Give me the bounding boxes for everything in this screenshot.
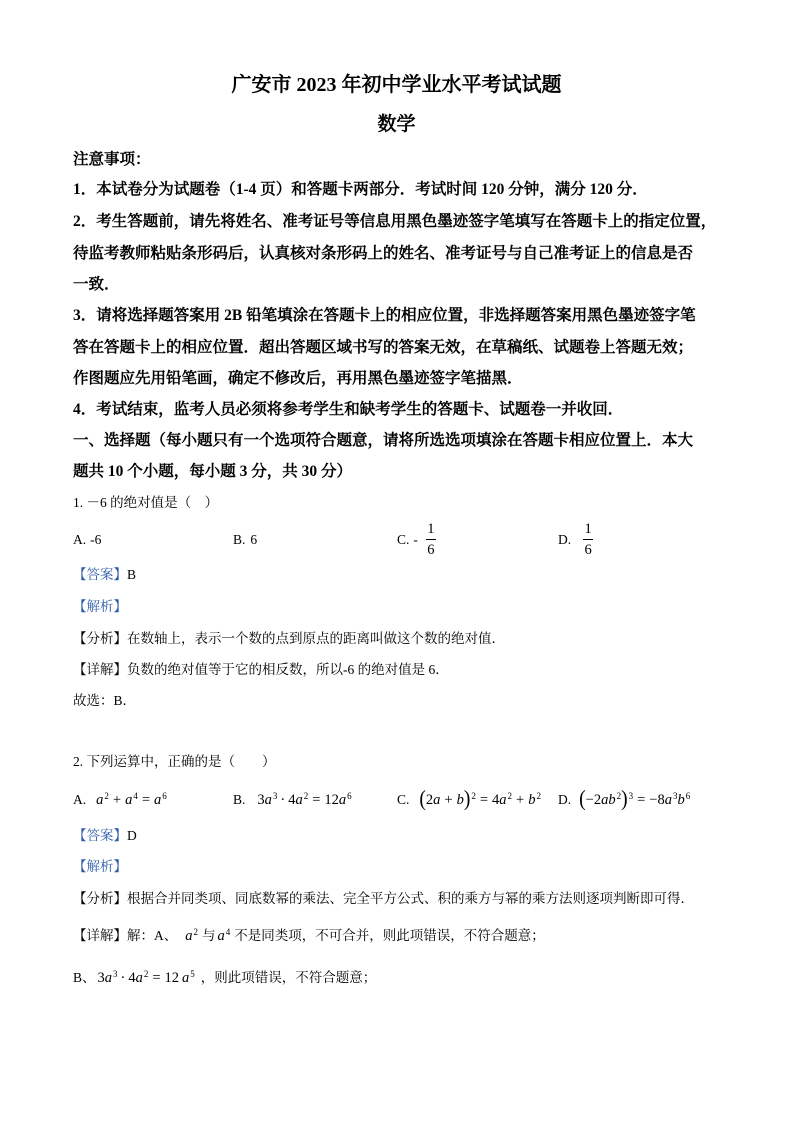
reasoning-text: 根据合并同类项、同底数幂的乘法、完全平方公式、积的乘方与幂的乘方法则逐项判断即可得． [127, 891, 694, 906]
math-num: 2 [425, 792, 434, 808]
math-var: b [528, 792, 536, 808]
math-var: b [677, 792, 685, 808]
math-op: = [312, 792, 321, 808]
math-var: a [135, 970, 143, 986]
q1-reasoning [73, 628, 505, 650]
step-rest: ，则此项错误，不符合题意； [200, 970, 377, 985]
math-num: 3 [97, 970, 105, 986]
math-op: = [152, 970, 161, 986]
math-var: a [601, 792, 609, 808]
math-exponent: 4 [225, 926, 231, 937]
q1-option-b [233, 520, 257, 560]
math-var: a [104, 970, 113, 986]
math-var: a [264, 792, 272, 808]
math-var: a [125, 792, 133, 808]
q2-stem: 2. 下列运算中，正确的是（ ） [73, 754, 276, 769]
math-var: a [433, 792, 441, 808]
fraction-denominator: 6 [427, 542, 435, 558]
math-exponent: 3 [272, 790, 278, 801]
math-var: a [217, 928, 225, 944]
fraction [426, 522, 436, 558]
notice-heading: 注意事项： [73, 151, 151, 168]
option-label: A. [73, 532, 87, 547]
q2-option-b [233, 782, 352, 818]
math-exponent: 5 [190, 968, 195, 979]
math-op: = [479, 792, 489, 808]
detail-intro: 解：A、 [127, 928, 178, 943]
fraction-denominator: 6 [584, 542, 592, 558]
option-value: 6 [250, 532, 258, 547]
answer-tag: 【答案】 [73, 828, 127, 843]
notice-line: 4．考试结束，监考人员必须将参考学生和缺考学生的答题卡、试题卷一并收回． [73, 401, 624, 418]
math-var: a [295, 792, 303, 808]
math-exponent: 6 [162, 790, 167, 801]
math-num: − [649, 792, 658, 808]
math-op: = [637, 792, 646, 808]
step-expression [98, 964, 195, 992]
option-expression [419, 782, 541, 818]
math-exponent: 3 [113, 968, 118, 979]
math-num: 8 [657, 792, 665, 808]
q1-answer [73, 564, 136, 586]
detail-term-2 [218, 922, 231, 950]
answer-tag: 【答案】 [73, 567, 127, 582]
math-var: a [499, 792, 507, 808]
notice-line: 待监考教师粘贴条形码后，认真核对条形码上的姓名、准考证号与自己准考证上的信息是否 [73, 245, 694, 262]
math-num: 2 [593, 792, 602, 808]
math-op: · [120, 970, 126, 986]
section-heading-line: 一、选择题（每小题只有一个选项符合题意，请将所选选项填涂在答题卡相应位置上．本大 [73, 432, 694, 449]
math-num: 3 [257, 792, 265, 808]
detail-rest: 不是同类项，不可合并，则此项错误，不符合题意； [234, 928, 545, 943]
math-op: + [444, 792, 453, 808]
math-var: a [182, 970, 190, 986]
option-expression [96, 782, 167, 818]
notice-line: 2．考生答题前，请先将姓名、准考证号等信息用黑色墨迹签字笔填写在答题卡上的指定位置， [73, 213, 717, 230]
notice-line: 3．请将选择题答案用 2B 铅笔填涂在答题卡上的相应位置，非选择题答案用黑色墨迹签字笔 [73, 307, 696, 324]
option-label: D. [558, 532, 572, 547]
math-paren: ) [621, 787, 628, 812]
math-op: + [516, 792, 525, 808]
math-exponent: 4 [133, 790, 138, 801]
math-exponent: 3 [628, 790, 634, 801]
option-label: C. [397, 792, 410, 807]
math-var: a [154, 792, 162, 808]
section-heading-line: 题共 10 个小题，每小题 3 分，共 30 分） [73, 463, 353, 480]
fraction-bar [426, 539, 436, 540]
math-exponent: 2 [104, 790, 109, 801]
fraction-numerator: 1 [584, 521, 592, 537]
option-sign: - [413, 532, 418, 547]
math-num: 4 [288, 792, 296, 808]
analysis-tag: 【解析】 [73, 599, 127, 614]
detail-text: 负数的绝对值等于它的相反数，所以-6 的绝对值是 6． [127, 662, 449, 677]
q1-analysis [73, 596, 127, 618]
math-var: b [456, 792, 464, 808]
option-value: -6 [90, 532, 102, 547]
fraction-bar [583, 539, 593, 540]
option-label: C. [397, 532, 410, 547]
math-exponent: 3 [672, 790, 678, 801]
fraction [583, 522, 593, 558]
math-num: 4 [492, 792, 500, 808]
notice-line: 一致． [73, 276, 120, 293]
math-paren: ) [463, 787, 471, 812]
q2-analysis [73, 856, 127, 878]
q2-step-b [73, 964, 376, 992]
math-var: a [185, 928, 193, 944]
q2-option-a [73, 782, 167, 818]
reasoning-tag: 【分析】 [73, 891, 127, 906]
analysis-tag: 【解析】 [73, 859, 127, 874]
q2-detail [73, 922, 545, 950]
subject-title: 数学 [377, 114, 416, 135]
math-paren: ( [419, 787, 426, 812]
step-label: B、 [73, 970, 96, 985]
math-exponent: 2 [471, 790, 476, 801]
math-var: a [338, 792, 347, 808]
math-var: a [96, 792, 104, 808]
detail-tag: 【详解】 [73, 662, 127, 677]
q1-conclusion: 故选：B． [73, 693, 137, 708]
math-exponent: 2 [616, 790, 622, 801]
notice-line: 答在答题卡上的相应位置．超出答题区域书写的答案无效，在草稿纸、试题卷上答题无效； [73, 339, 694, 356]
q2-option-c [397, 782, 541, 818]
option-expression [579, 782, 690, 818]
math-op: + [112, 792, 122, 808]
math-num: 4 [128, 970, 136, 986]
detail-conjunction: 与 [202, 928, 216, 943]
q1-option-a [73, 520, 101, 560]
q2-option-d [558, 782, 690, 818]
q1-option-c [397, 520, 436, 560]
option-label: B. [233, 792, 246, 807]
math-op: · [280, 792, 286, 808]
math-num: − [585, 792, 594, 808]
math-op: = [141, 792, 150, 808]
math-exponent: 2 [303, 790, 309, 801]
math-exponent: 6 [347, 790, 352, 801]
option-label: D. [558, 792, 572, 807]
option-label: B. [233, 532, 246, 547]
answer-value: D [127, 828, 137, 843]
q1-detail [73, 659, 449, 681]
q2-reasoning [73, 888, 694, 910]
math-exponent: 2 [143, 968, 149, 979]
math-var: b [608, 792, 616, 808]
math-exponent: 2 [507, 790, 513, 801]
math-paren: ( [579, 787, 586, 812]
notice-line: 1．本试卷分为试题卷（1-4 页）和答题卡两部分．考试时间 120 分钟，满分 120 分． [73, 181, 648, 198]
detail-tag: 【详解】 [73, 928, 127, 943]
math-num: 12 [324, 792, 339, 808]
math-exponent: 6 [685, 790, 691, 801]
math-exponent: 2 [536, 790, 541, 801]
q1-option-d [558, 520, 593, 560]
math-num: 12 [164, 970, 180, 986]
math-var: a [664, 792, 672, 808]
option-expression [257, 782, 351, 818]
reasoning-tag: 【分析】 [73, 631, 127, 646]
reasoning-text: 在数轴上，表示一个数的点到原点的距离叫做这个数的绝对值． [127, 631, 505, 646]
detail-term-1 [185, 922, 198, 950]
notice-line: 作图题应先用铅笔画，确定不修改后，再用黑色墨迹签字笔描黑． [73, 370, 523, 387]
fraction-numerator: 1 [427, 521, 435, 537]
page-title: 广安市 2023 年初中学业水平考试试题 [231, 74, 562, 96]
option-label: A. [73, 792, 87, 807]
q1-stem: 1. －6 的绝对值是（ ） [73, 495, 219, 510]
q2-answer [73, 825, 137, 847]
answer-value: B [127, 567, 137, 582]
math-exponent: 2 [193, 926, 198, 937]
